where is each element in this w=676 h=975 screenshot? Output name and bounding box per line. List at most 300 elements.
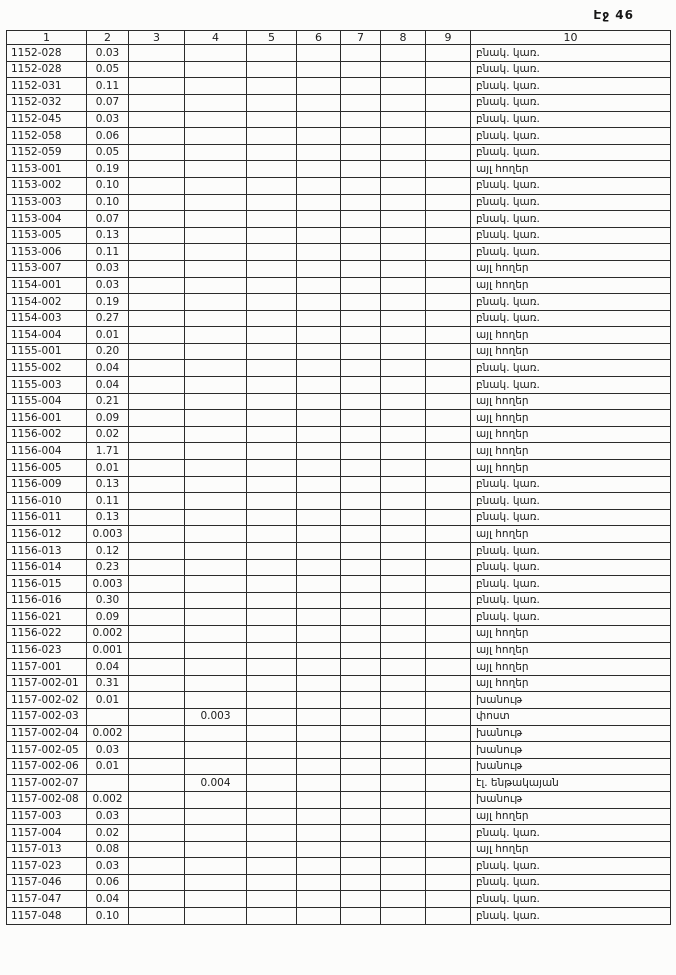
cell-col10: բնակ. կառ. [471,592,671,609]
cell-col4 [185,393,247,410]
cell-col7 [341,111,381,128]
table-row [7,891,671,908]
table-row [7,244,671,261]
cell-col1: 1157-013 [7,841,87,858]
cell-col5 [247,177,297,194]
cell-col5 [247,45,297,62]
cell-col3 [129,758,185,775]
cell-col3 [129,460,185,477]
cell-col10: խանութ [471,742,671,759]
cell-col6 [297,742,341,759]
cell-col3 [129,244,185,261]
cell-col3 [129,692,185,709]
cell-col6 [297,559,341,576]
cell-col8 [381,194,426,211]
cell-col3 [129,377,185,394]
cell-col6 [297,642,341,659]
cell-col8 [381,559,426,576]
cell-col4 [185,791,247,808]
cell-col7 [341,277,381,294]
cell-col8 [381,625,426,642]
cell-col7 [341,244,381,261]
cell-col10: բնակ. կառ. [471,377,671,394]
cell-col8 [381,410,426,427]
cell-col4 [185,526,247,543]
cell-col7 [341,443,381,460]
cell-col2: 0.03 [87,260,129,277]
cell-col9 [426,891,471,908]
table-row [7,493,671,510]
cell-col8 [381,277,426,294]
table-row [7,194,671,211]
cell-col5 [247,791,297,808]
cell-col3 [129,609,185,626]
cell-col8 [381,244,426,261]
cell-col9 [426,277,471,294]
cell-col3 [129,144,185,161]
column-header-2: 2 [87,31,129,45]
cell-col4 [185,874,247,891]
cell-col6 [297,45,341,62]
cell-col7 [341,908,381,925]
cell-col4: 0.003 [185,708,247,725]
cell-col4 [185,858,247,875]
cell-col6 [297,161,341,178]
cell-col4 [185,758,247,775]
cell-col2: 0.07 [87,211,129,228]
cell-col5 [247,144,297,161]
cell-col3 [129,725,185,742]
cell-col1: 1156-022 [7,625,87,642]
cell-col7 [341,310,381,327]
table-header-row [7,31,671,45]
cell-col9 [426,509,471,526]
cell-col3 [129,708,185,725]
table-row [7,858,671,875]
cell-col9 [426,194,471,211]
cell-col7 [341,592,381,609]
cell-col10: բնակ. կառ. [471,825,671,842]
cell-col3 [129,509,185,526]
cell-col8 [381,128,426,145]
cell-col7 [341,78,381,95]
cell-col4 [185,327,247,344]
cell-col10: բնակ. կառ. [471,177,671,194]
cell-col8 [381,343,426,360]
cell-col4 [185,111,247,128]
cell-col3 [129,310,185,327]
cell-col7 [341,194,381,211]
cell-col4 [185,825,247,842]
cell-col9 [426,227,471,244]
cell-col9 [426,327,471,344]
table-row [7,161,671,178]
cell-col9 [426,426,471,443]
cell-col6 [297,825,341,842]
cell-col5 [247,642,297,659]
cell-col5 [247,609,297,626]
cell-col5 [247,675,297,692]
cell-col6 [297,78,341,95]
cell-col4 [185,592,247,609]
cell-col8 [381,576,426,593]
cell-col10: խանութ [471,725,671,742]
cell-col1: 1156-013 [7,543,87,560]
cell-col8 [381,775,426,792]
cell-col3 [129,874,185,891]
cell-col1: 1157-002-04 [7,725,87,742]
cell-col4 [185,509,247,526]
cell-col9 [426,294,471,311]
cell-col1: 1153-007 [7,260,87,277]
cell-col8 [381,675,426,692]
cell-col8 [381,708,426,725]
cell-col10: փոստ [471,708,671,725]
cell-col10: այլ հողեր [471,327,671,344]
cell-col10: այլ հողեր [471,343,671,360]
table-row [7,692,671,709]
table-row [7,659,671,676]
cell-col4 [185,144,247,161]
cell-col10: բնակ. կառ. [471,294,671,311]
table-row [7,45,671,62]
cell-col1: 1153-003 [7,194,87,211]
cell-col5 [247,244,297,261]
cell-col8 [381,327,426,344]
cell-col5 [247,493,297,510]
cell-col2: 0.003 [87,526,129,543]
cell-col2: 0.01 [87,758,129,775]
cell-col9 [426,874,471,891]
cell-col9 [426,841,471,858]
cell-col2: 0.02 [87,426,129,443]
cell-col9 [426,111,471,128]
cell-col8 [381,211,426,228]
cell-col6 [297,327,341,344]
cell-col9 [426,825,471,842]
cell-col4 [185,128,247,145]
cell-col2: 0.03 [87,111,129,128]
cell-col1: 1156-005 [7,460,87,477]
cell-col5 [247,360,297,377]
cell-col6 [297,592,341,609]
cell-col4 [185,841,247,858]
cell-col2: 0.02 [87,825,129,842]
cell-col2: 0.002 [87,625,129,642]
cell-col9 [426,775,471,792]
cell-col10: այլ հողեր [471,675,671,692]
cell-col2: 0.03 [87,858,129,875]
cell-col5 [247,526,297,543]
table-row [7,78,671,95]
cell-col6 [297,758,341,775]
cell-col6 [297,625,341,642]
cell-col2: 0.01 [87,692,129,709]
table-row [7,426,671,443]
cell-col3 [129,858,185,875]
cell-col1: 1156-015 [7,576,87,593]
cell-col9 [426,377,471,394]
cell-col6 [297,493,341,510]
cell-col4 [185,227,247,244]
cell-col7 [341,360,381,377]
cell-col10: այլ հողեր [471,426,671,443]
cell-col9 [426,360,471,377]
table-row [7,625,671,642]
cell-col9 [426,78,471,95]
cell-col7 [341,393,381,410]
cell-col3 [129,211,185,228]
table-row [7,94,671,111]
cell-col5 [247,758,297,775]
cell-col3 [129,543,185,560]
cell-col1: 1152-059 [7,144,87,161]
cell-col1: 1153-002 [7,177,87,194]
cell-col9 [426,559,471,576]
cell-col5 [247,908,297,925]
cell-col1: 1156-016 [7,592,87,609]
cell-col5 [247,78,297,95]
cell-col5 [247,111,297,128]
cell-col6 [297,775,341,792]
cell-col10: այլ հողեր [471,841,671,858]
cell-col7 [341,128,381,145]
cell-col5 [247,543,297,560]
cell-col1: 1155-001 [7,343,87,360]
cell-col6 [297,891,341,908]
cell-col2: 0.11 [87,78,129,95]
cell-col5 [247,194,297,211]
cell-col7 [341,858,381,875]
cell-col4 [185,277,247,294]
cell-col2: 0.09 [87,410,129,427]
table-row [7,609,671,626]
cell-col3 [129,177,185,194]
cell-col7 [341,874,381,891]
cell-col1: 1153-005 [7,227,87,244]
cell-col7 [341,659,381,676]
cell-col5 [247,858,297,875]
cell-col8 [381,177,426,194]
cell-col6 [297,128,341,145]
cell-col6 [297,708,341,725]
table-row [7,791,671,808]
cell-col2: 0.07 [87,94,129,111]
cell-col2: 0.06 [87,874,129,891]
cell-col5 [247,692,297,709]
cell-col7 [341,377,381,394]
cell-col3 [129,526,185,543]
cell-col8 [381,543,426,560]
cell-col7 [341,460,381,477]
cell-col5 [247,393,297,410]
cell-col5 [247,460,297,477]
cell-col6 [297,277,341,294]
cell-col6 [297,426,341,443]
cell-col5 [247,808,297,825]
cell-col7 [341,825,381,842]
cell-col3 [129,111,185,128]
cell-col4 [185,476,247,493]
table-row [7,742,671,759]
table-row [7,675,671,692]
cell-col2: 0.10 [87,194,129,211]
cell-col10: բնակ. կառ. [471,609,671,626]
cell-col1: 1153-001 [7,161,87,178]
cell-col6 [297,791,341,808]
cell-col9 [426,858,471,875]
table-row [7,758,671,775]
cell-col9 [426,161,471,178]
cell-col1: 1152-032 [7,94,87,111]
cell-col4 [185,675,247,692]
cell-col2: 0.31 [87,675,129,692]
table-row [7,260,671,277]
cell-col4 [185,410,247,427]
cell-col7 [341,426,381,443]
cell-col2: 0.03 [87,277,129,294]
cell-col7 [341,327,381,344]
cell-col6 [297,609,341,626]
cell-col5 [247,94,297,111]
cell-col3 [129,576,185,593]
cell-col2: 0.13 [87,509,129,526]
cell-col9 [426,61,471,78]
cell-col7 [341,294,381,311]
cell-col10: բնակ. կառ. [471,559,671,576]
cell-col1: 1157-002-06 [7,758,87,775]
cell-col7 [341,543,381,560]
cell-col10: բնակ. կառ. [471,493,671,510]
cell-col3 [129,343,185,360]
cell-col4: 0.004 [185,775,247,792]
column-header-10: 10 [471,31,671,45]
cell-col8 [381,443,426,460]
cell-col4 [185,211,247,228]
cell-col5 [247,775,297,792]
cell-col2: 0.04 [87,659,129,676]
cell-col5 [247,841,297,858]
cell-col1: 1153-004 [7,211,87,228]
cell-col10: բնակ. կառ. [471,227,671,244]
cell-col7 [341,625,381,642]
column-header-4: 4 [185,31,247,45]
cell-col9 [426,128,471,145]
cell-col3 [129,443,185,460]
table-row [7,775,671,792]
cell-col1: 1157-002-08 [7,791,87,808]
cell-col8 [381,692,426,709]
cell-col9 [426,177,471,194]
cell-col6 [297,343,341,360]
cell-col5 [247,260,297,277]
cell-col2: 0.04 [87,891,129,908]
table-row [7,343,671,360]
cell-col9 [426,144,471,161]
cell-col8 [381,78,426,95]
column-header-1: 1 [7,31,87,45]
cell-col7 [341,61,381,78]
cell-col3 [129,841,185,858]
table-row [7,526,671,543]
cell-col5 [247,277,297,294]
cell-col9 [426,742,471,759]
cell-col10: խանութ [471,692,671,709]
cell-col5 [247,377,297,394]
cell-col8 [381,808,426,825]
cell-col3 [129,327,185,344]
cell-col4 [185,642,247,659]
cell-col8 [381,526,426,543]
cell-col8 [381,393,426,410]
cell-col2: 0.003 [87,576,129,593]
cell-col6 [297,808,341,825]
cell-col5 [247,725,297,742]
cell-col1: 1157-023 [7,858,87,875]
cell-col1: 1152-028 [7,45,87,62]
cell-col6 [297,260,341,277]
cell-col8 [381,891,426,908]
cell-col1: 1155-004 [7,393,87,410]
cell-col8 [381,310,426,327]
table-row [7,476,671,493]
page-number-label: Էջ 46 [593,8,634,22]
cell-col8 [381,144,426,161]
cell-col4 [185,94,247,111]
cell-col7 [341,841,381,858]
cell-col7 [341,509,381,526]
cell-col4 [185,808,247,825]
cell-col5 [247,742,297,759]
cell-col2: 0.30 [87,592,129,609]
cell-col3 [129,260,185,277]
table-row [7,111,671,128]
cell-col1: 1156-009 [7,476,87,493]
cell-col5 [247,227,297,244]
cell-col6 [297,377,341,394]
cell-col4 [185,61,247,78]
cell-col4 [185,377,247,394]
cell-col7 [341,45,381,62]
cell-col10: էլ. ենթակայան [471,775,671,792]
cell-col8 [381,642,426,659]
cell-col2: 0.27 [87,310,129,327]
cell-col1: 1157-002-07 [7,775,87,792]
cell-col2: 0.11 [87,244,129,261]
cell-col4 [185,725,247,742]
cell-col9 [426,791,471,808]
cell-col9 [426,675,471,692]
cell-col10: բնակ. կառ. [471,858,671,875]
cell-col5 [247,576,297,593]
cell-col2: 0.03 [87,808,129,825]
cell-col1: 1154-003 [7,310,87,327]
table-row [7,509,671,526]
cell-col6 [297,111,341,128]
cell-col9 [426,410,471,427]
cell-col3 [129,742,185,759]
table-row [7,725,671,742]
cell-col10: այլ հողեր [471,260,671,277]
cell-col5 [247,426,297,443]
cell-col1: 1156-004 [7,443,87,460]
cell-col1: 1154-001 [7,277,87,294]
cell-col5 [247,659,297,676]
cell-col2: 0.13 [87,476,129,493]
cell-col2: 0.10 [87,177,129,194]
cell-col10: այլ հողեր [471,443,671,460]
cell-col9 [426,476,471,493]
